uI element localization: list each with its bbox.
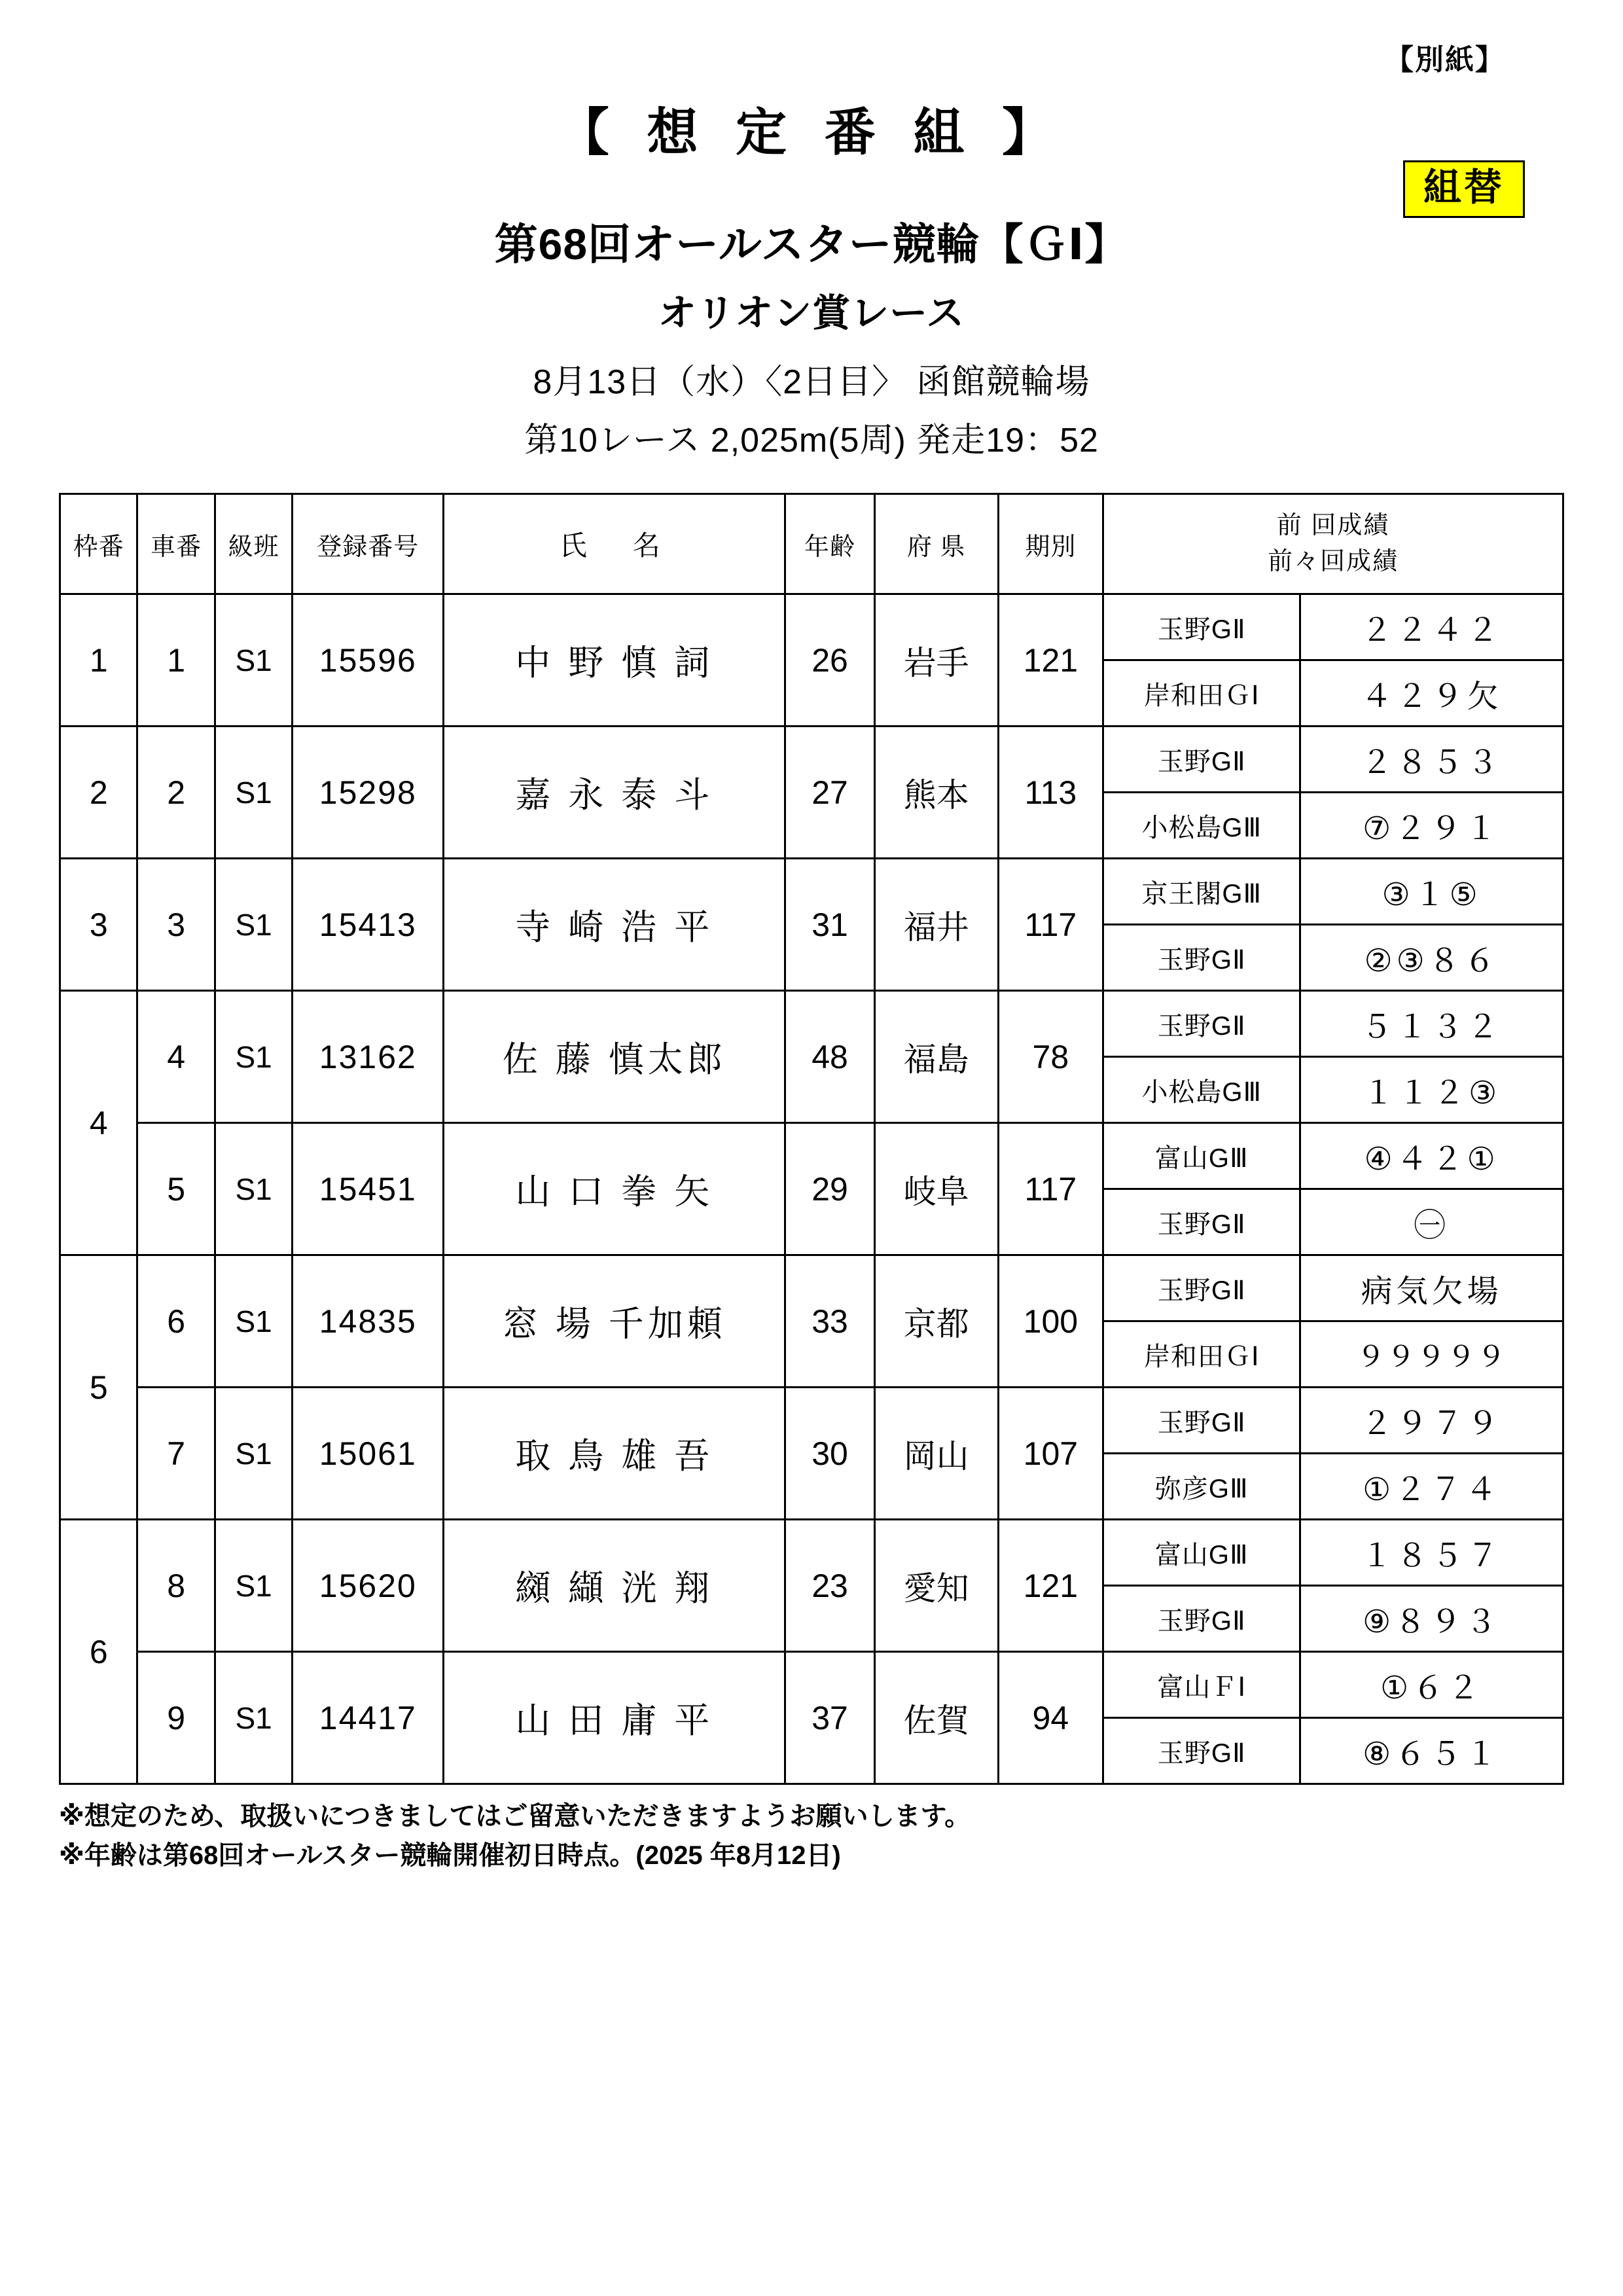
cell-prev-venue: 富山GⅢ: [1103, 1520, 1300, 1586]
cell-term: 78: [998, 991, 1103, 1123]
cell-waku: 1: [60, 594, 137, 726]
cell-registration-number: 15413: [293, 859, 444, 991]
cell-class: S1: [215, 1255, 292, 1388]
cell-prev-venue: 玉野GⅡ: [1103, 1388, 1300, 1454]
cell-prev-result: ５１３２: [1300, 991, 1563, 1057]
footnotes: [59, 1797, 1623, 1875]
event-title: 第68回オールスター競輪【ＧⅠ】: [494, 220, 1129, 268]
table-row: [60, 1123, 1563, 1189]
cell-prev-venue: 富山ＦⅠ: [1103, 1652, 1300, 1718]
cell-prev-result: ２２４２: [1300, 594, 1563, 660]
table-row: [60, 1388, 1563, 1454]
header-kibetsu: 期別: [998, 494, 1103, 594]
cell-prev2-venue: 玉野GⅡ: [1103, 1718, 1300, 1784]
header-fuken: 府 県: [874, 494, 998, 594]
table-row: [60, 991, 1563, 1057]
cell-car-number: 7: [137, 1388, 215, 1520]
cell-term: 121: [998, 1520, 1103, 1652]
cell-age: 29: [785, 1123, 875, 1255]
footnote-2: ※年齢は第68回オールスター競輪開催初日時点。(2025 年8月12日): [59, 1841, 841, 1870]
cell-prev-venue: 玉野GⅡ: [1103, 991, 1300, 1057]
table-row: [60, 726, 1563, 793]
cell-prev2-result: ⑨８９３: [1300, 1586, 1563, 1652]
cell-registration-number: 15451: [293, 1123, 444, 1255]
cell-car-number: 6: [137, 1255, 215, 1388]
cell-waku: 3: [60, 859, 137, 991]
cell-rider-name: 山 田 庸 平: [444, 1652, 785, 1784]
header-previous-results: [1103, 494, 1563, 594]
cell-class: S1: [215, 726, 292, 859]
cell-registration-number: 15620: [293, 1520, 444, 1652]
cell-prev2-venue: 玉野GⅡ: [1103, 1189, 1300, 1255]
cell-prev2-result: ⑧６５１: [1300, 1718, 1563, 1784]
cell-prefecture: 岐阜: [874, 1123, 998, 1255]
cell-term: 100: [998, 1255, 1103, 1388]
table-row: [60, 1652, 1563, 1718]
cell-car-number: 3: [137, 859, 215, 991]
cell-prev2-result: ４２９欠: [1300, 660, 1563, 726]
regroup-badge: 組替: [1403, 160, 1525, 218]
cell-registration-number: 15596: [293, 594, 444, 726]
header-prev-1: 前 回成績: [1276, 511, 1390, 539]
cell-age: 31: [785, 859, 875, 991]
cell-class: S1: [215, 1123, 292, 1255]
cell-prefecture: 佐賀: [874, 1652, 998, 1784]
race-title: オリオン賞レース: [658, 292, 965, 334]
cell-term: 94: [998, 1652, 1103, 1784]
cell-age: 33: [785, 1255, 875, 1388]
header-kyu: 級班: [215, 494, 292, 594]
cell-rider-name: 山 口 拳 矢: [444, 1123, 785, 1255]
cell-class: S1: [215, 594, 292, 726]
cell-car-number: 8: [137, 1520, 215, 1652]
cell-rider-name: 中 野 慎 詞: [444, 594, 785, 726]
cell-age: 37: [785, 1652, 875, 1784]
header-toroku: 登録番号: [293, 494, 444, 594]
cell-rider-name: 取 鳥 雄 吾: [444, 1388, 785, 1520]
cell-car-number: 4: [137, 991, 215, 1123]
cell-prev2-venue: 小松島GⅢ: [1103, 1057, 1300, 1123]
cell-prev2-venue: 弥彦GⅢ: [1103, 1454, 1300, 1520]
cell-prev2-result: １１２③: [1300, 1057, 1563, 1123]
cell-term: 117: [998, 1123, 1103, 1255]
attachment-label: 【別紙】: [1385, 44, 1505, 76]
header-sha: 車番: [137, 494, 215, 594]
cell-age: 27: [785, 726, 875, 859]
cell-rider-name: 佐 藤 慎太郎: [444, 991, 785, 1123]
header-waku: 枠番: [60, 494, 137, 594]
program-table-wrap: [59, 493, 1564, 1785]
cell-prev2-venue: 岸和田ＧⅠ: [1103, 660, 1300, 726]
cell-age: 48: [785, 991, 875, 1123]
cell-registration-number: 14835: [293, 1255, 444, 1388]
cell-prev2-venue: 玉野GⅡ: [1103, 1586, 1300, 1652]
cell-term: 121: [998, 594, 1103, 726]
header-name: 氏 名: [444, 494, 785, 594]
cell-class: S1: [215, 1652, 292, 1784]
cell-prev2-result: ②③８６: [1300, 925, 1563, 991]
header-prev-2: 前々回成績: [1268, 548, 1399, 575]
date-venue-line: 8月13日（水）〈2日目〉 函館競輪場: [533, 363, 1090, 401]
header-row: [60, 494, 1563, 594]
cell-prev2-venue: 玉野GⅡ: [1103, 925, 1300, 991]
cell-prev2-result: ⑦２９１: [1300, 793, 1563, 859]
cell-rider-name: 寺 崎 浩 平: [444, 859, 785, 991]
table-header: [60, 494, 1563, 594]
cell-prev-result: ①６２: [1300, 1652, 1563, 1718]
cell-prev-venue: 玉野GⅡ: [1103, 726, 1300, 793]
cell-waku: 2: [60, 726, 137, 859]
cell-age: 23: [785, 1520, 875, 1652]
cell-prev-result: ２９７９: [1300, 1388, 1563, 1454]
cell-term: 117: [998, 859, 1103, 991]
cell-prev-result: １８５７: [1300, 1520, 1563, 1586]
cell-age: 30: [785, 1388, 875, 1520]
cell-class: S1: [215, 1520, 292, 1652]
cell-prefecture: 愛知: [874, 1520, 998, 1652]
cell-registration-number: 15061: [293, 1388, 444, 1520]
cell-prev-venue: 玉野GⅡ: [1103, 594, 1300, 660]
cell-waku: 6: [60, 1520, 137, 1784]
cell-waku: 4: [60, 991, 137, 1255]
footnote-1: ※想定のため、取扱いにつきましてはご留意いただきますようお願いします。: [59, 1802, 971, 1831]
cell-registration-number: 14417: [293, 1652, 444, 1784]
cell-waku: 5: [60, 1255, 137, 1520]
table-body: [60, 594, 1563, 1784]
cell-age: 26: [785, 594, 875, 726]
cell-prev2-venue: 岸和田ＧⅠ: [1103, 1321, 1300, 1388]
program-table: [59, 493, 1564, 1785]
cell-prev-result: ２８５３: [1300, 726, 1563, 793]
cell-prefecture: 京都: [874, 1255, 998, 1388]
cell-car-number: 2: [137, 726, 215, 859]
cell-prefecture: 岡山: [874, 1388, 998, 1520]
cell-rider-name: 纐 纈 洸 翔: [444, 1520, 785, 1652]
race-detail-line: 第10レース 2,025m(5周) 発走19：52: [524, 422, 1099, 459]
cell-prev-venue: 京王閣GⅢ: [1103, 859, 1300, 925]
page-title: 【 想 定 番 組 】: [558, 103, 1065, 161]
cell-prev2-venue: 小松島GⅢ: [1103, 793, 1300, 859]
cell-class: S1: [215, 859, 292, 991]
cell-prev-result: ④４２①: [1300, 1123, 1563, 1189]
cell-car-number: 1: [137, 594, 215, 726]
cell-prefecture: 福井: [874, 859, 998, 991]
table-row: [60, 859, 1563, 925]
cell-car-number: 5: [137, 1123, 215, 1255]
table-row: [60, 1255, 1563, 1321]
cell-class: S1: [215, 1388, 292, 1520]
cell-term: 107: [998, 1388, 1103, 1520]
cell-prev-venue: 玉野GⅡ: [1103, 1255, 1300, 1321]
cell-rider-name: 窓 場 千加頼: [444, 1255, 785, 1388]
cell-term: 113: [998, 726, 1103, 859]
cell-prefecture: 福島: [874, 991, 998, 1123]
table-row: [60, 1520, 1563, 1586]
cell-prev2-result: ①２７４: [1300, 1454, 1563, 1520]
cell-class: S1: [215, 991, 292, 1123]
cell-car-number: 9: [137, 1652, 215, 1784]
cell-registration-number: 13162: [293, 991, 444, 1123]
cell-prev-venue: 富山GⅢ: [1103, 1123, 1300, 1189]
header-age: 年齢: [785, 494, 875, 594]
cell-prev2-result: ９９９９９: [1300, 1321, 1563, 1388]
cell-prev-result: ③１⑤: [1300, 859, 1563, 925]
cell-prefecture: 岩手: [874, 594, 998, 726]
table-row: [60, 594, 1563, 660]
cell-rider-name: 嘉 永 泰 斗: [444, 726, 785, 859]
cell-registration-number: 15298: [293, 726, 444, 859]
cell-prefecture: 熊本: [874, 726, 998, 859]
cell-prev-result: 病気欠場: [1300, 1255, 1563, 1321]
cell-prev2-result: ㊀: [1300, 1189, 1563, 1255]
